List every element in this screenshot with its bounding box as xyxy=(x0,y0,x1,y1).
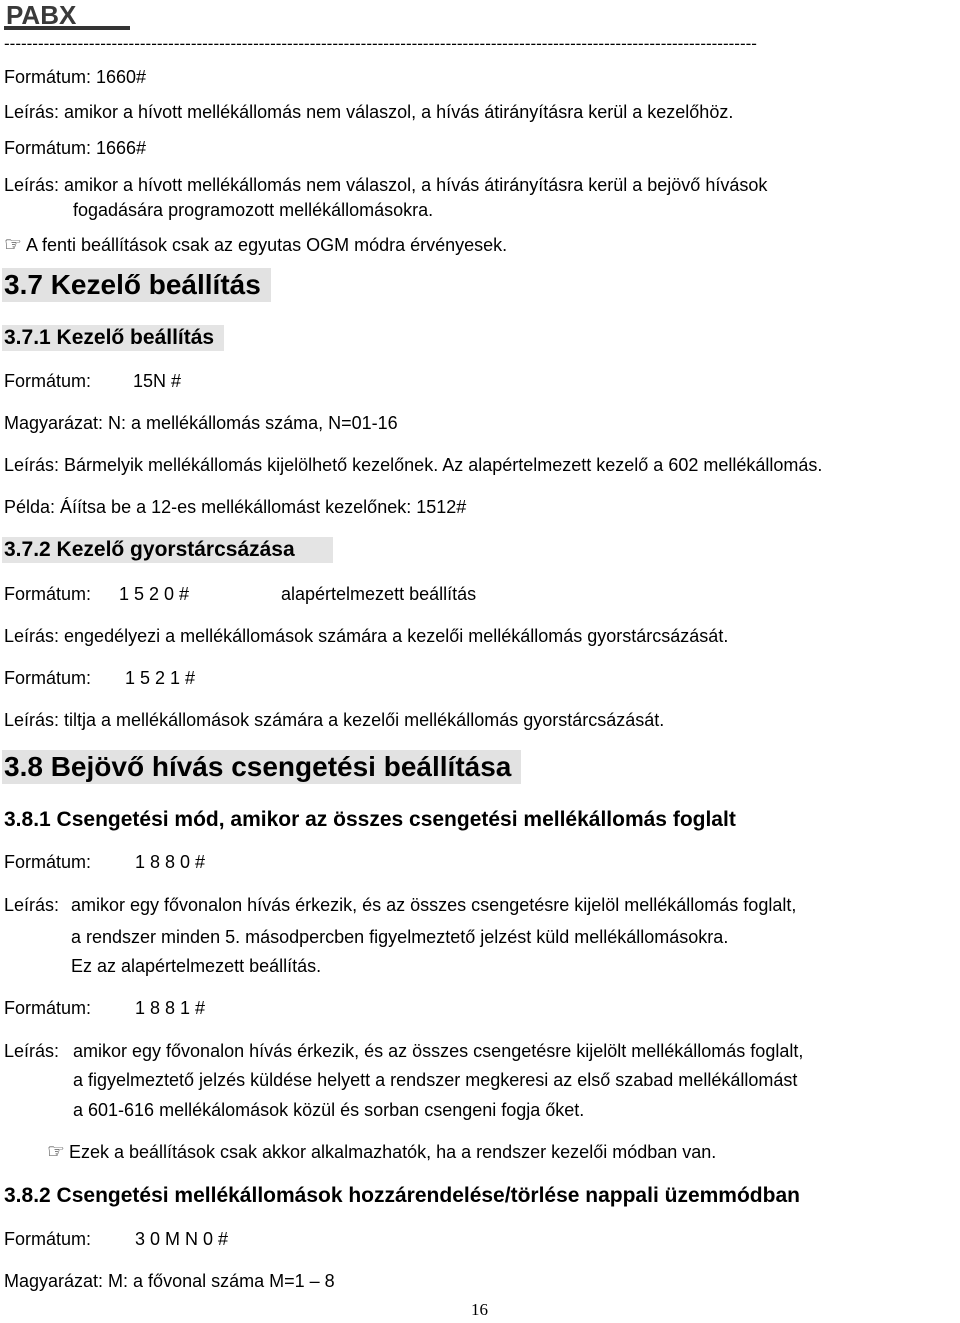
pabx-logo xyxy=(4,2,130,32)
section-3-8-heading: 3.8 Bejövő hívás csengetési beállítása xyxy=(2,750,521,784)
format-1660: Formátum: 1660# xyxy=(4,67,147,87)
desc-enable-speeddial: Leírás: engedélyezi a mellékállomások számára a kezelői mellékállomás gyorstárcsázását. xyxy=(4,626,729,646)
desc-label: Leírás: xyxy=(4,895,60,915)
note-operator-mode xyxy=(47,1141,716,1163)
desc-operator: Leírás: Bármelyik mellékállomás kijelölhető kezelőnek. Az alapértelmezett kezelő a 602 mellékállomás. xyxy=(4,455,823,475)
format-value: 15N # xyxy=(133,371,182,391)
example-1512: Példa: Áíítsa be a 12-es mellékállomást kezelőnek: 1512# xyxy=(4,497,467,517)
desc-1880-line3: Ez az alapértelmezett beállítás. xyxy=(71,956,322,976)
section-3-7-heading: 3.7 Kezelő beállítás xyxy=(2,268,271,302)
desc-1881-line2: a figyelmeztető jelzés küldése helyett a rendszer megkeresi az első szabad mellékállomást xyxy=(73,1070,798,1090)
desc-1666-line2: fogadására programozott mellékállomásokra. xyxy=(73,200,434,220)
desc-1880-line2: a rendszer minden 5. másodpercben figyelmeztető jelzést küld mellékállomásokra. xyxy=(71,927,729,947)
desc-1666-line1: Leírás: amikor a hívott mellékállomás nem válaszol, a hívás átirányításra kerül a bejövő hívások xyxy=(4,175,768,195)
format-label: Formátum: xyxy=(4,998,92,1018)
section-3-7-1-heading: 3.7.1 Kezelő beállítás xyxy=(2,325,224,351)
format-label: Formátum: xyxy=(4,371,92,391)
pointing-hand-icon: ☞ xyxy=(4,234,22,256)
pointing-hand-icon: ☞ xyxy=(47,1141,65,1163)
header-rule: ------------------------------------------------------------------------------------------------------------------------------------- xyxy=(4,34,757,53)
format-value: 1 8 8 0 # xyxy=(135,852,206,872)
logo-text: PABX xyxy=(6,2,77,30)
note-ogm xyxy=(4,234,507,256)
desc-disable-speeddial: Leírás: tiltja a mellékállomások számára a kezelői mellékállomás gyorstárcsázását. xyxy=(4,710,665,730)
desc-1880-line1: amikor egy fővonalon hívás érkezik, és az összes csengetésre kijelöl mellékállomás foglalt, xyxy=(71,895,797,915)
page-number: 16 xyxy=(471,1300,488,1319)
explanation-m: Magyarázat: M: a fővonal száma M=1 – 8 xyxy=(4,1271,335,1291)
section-3-7-2-heading: 3.7.2 Kezelő gyorstárcsázása xyxy=(2,537,333,563)
default-setting-note: alapértelmezett beállítás xyxy=(281,584,477,604)
note-operator-mode-text: Ezek a beállítások csak akkor alkalmazhatók, ha a rendszer kezelői módban van. xyxy=(68,1142,717,1162)
format-label: Formátum: xyxy=(4,668,92,688)
format-value: 3 0 M N 0 # xyxy=(135,1229,229,1249)
format-value: 1 5 2 0 # xyxy=(119,584,190,604)
format-value: 1 5 2 1 # xyxy=(125,668,196,688)
desc-1881-line1: amikor egy fővonalon hívás érkezik, és az összes csengetésre kijelölt mellékállomás foglalt, xyxy=(73,1041,804,1061)
note-ogm-text: A fenti beállítások csak az egyutas OGM módra érvényesek. xyxy=(25,235,508,255)
section-3-8-2-heading: 3.8.2 Csengetési mellékállomások hozzárendelése/törlése nappali üzemmódban xyxy=(4,1184,800,1207)
format-label: Formátum: xyxy=(4,584,92,604)
format-label: Formátum: xyxy=(4,1229,92,1249)
format-value: 1 8 8 1 # xyxy=(135,998,206,1018)
section-3-8-1-heading: 3.8.1 Csengetési mód, amikor az összes csengetési mellékállomás foglalt xyxy=(4,808,736,831)
explanation-n: Magyarázat: N: a mellékállomás száma, N=01-16 xyxy=(4,413,398,433)
format-1666: Formátum: 1666# xyxy=(4,138,147,158)
desc-1881-line3: a 601-616 mellékálomások közül és sorban csengeni fogja őket. xyxy=(73,1100,585,1120)
desc-label: Leírás: xyxy=(4,1041,60,1061)
format-label: Formátum: xyxy=(4,852,92,872)
desc-1660: Leírás: amikor a hívott mellékállomás nem válaszol, a hívás átirányításra kerül a kezelőhöz. xyxy=(4,102,734,122)
